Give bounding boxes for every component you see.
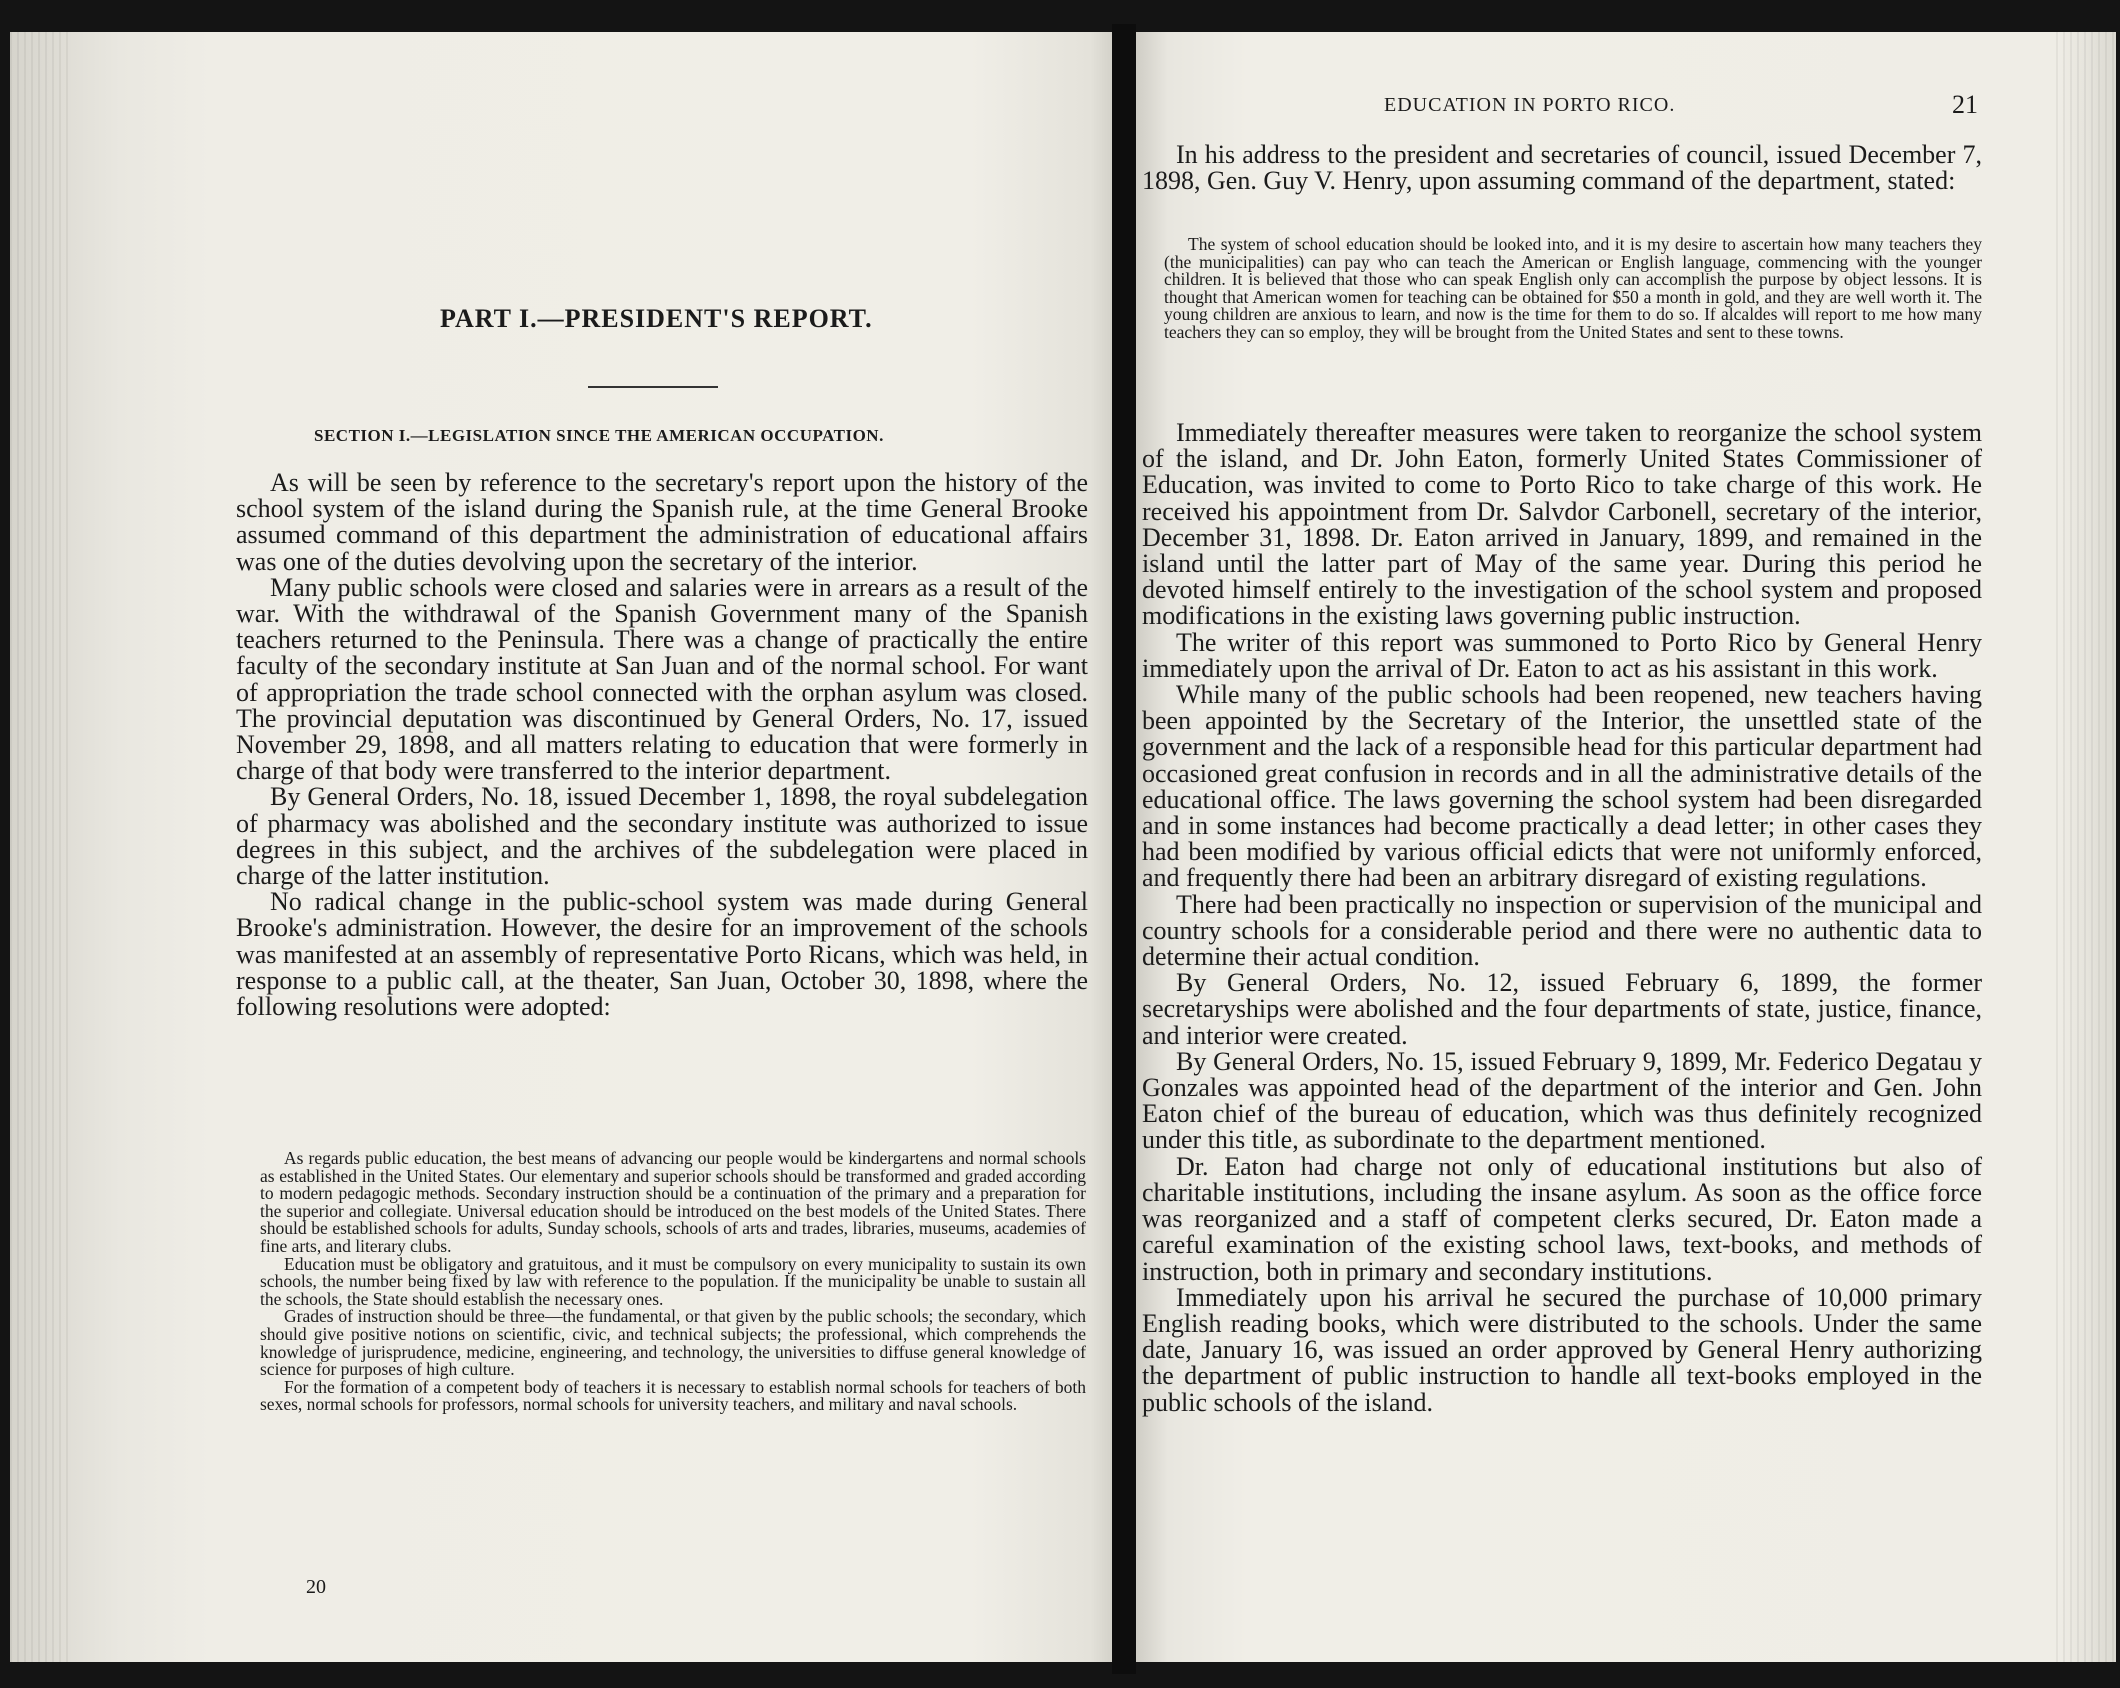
paragraph: By General Orders, No. 15, issued February 9, 1899, Mr. Federico Degatau y Gonzales was appointed head of the department of the interior and Gen. John Eaton chief of the bureau of education, which was thus definitely recognized under this title, as subordinate to the department mentioned. <box>1142 1046 1982 1155</box>
paragraph: Immediately upon his arrival he secured the purchase of 10,000 primary English reading books, which were distributed to the schools. Under the same date, January 16, was issued an order approved by General Henry authorizing the department of public instruction to handle all text-books employed in the public schools of the island. <box>1142 1282 1982 1417</box>
paragraph: Many public schools were closed and salaries were in arrears as a result of the war. With the withdrawal of the Spanish Government many of the Spanish teachers returned to the Peninsula. There was a change of practically the entire faculty of the secondary institute at San Juan and of the normal school. For want of appropriation the trade school connected with the orphan asylum was closed. The provincial deputation was discontinued by General Orders, No. 17, issued November 29, 1898, and all matters relating to education that were formerly in charge of that body were transferred to the interior department. <box>236 572 1088 786</box>
paragraph: By General Orders, No. 12, issued February 6, 1899, the former secretaryships were abolished and the four departments of state, justice, finance, and interior were created. <box>1142 968 1982 1050</box>
paragraph: Dr. Eaton had charge not only of educational institutions but also of charitable institutions, including the insane asylum. As soon as the office force was reorganized and a staff of competent clerks secured, Dr. Eaton made a careful examination of the existing school laws, text-books, and methods of instruction, both in primary and secondary institutions. <box>1142 1151 1982 1286</box>
paragraph: By General Orders, No. 18, issued December 1, 1898, the royal subdelegation of pharmacy was abolished and the secondary institute was authorized to issue degrees in this subject, and the archives of the subdelegation were placed in charge of the latter institution. <box>236 782 1088 891</box>
quote-paragraph: Education must be obligatory and gratuitous, and it must be compulsory on every municipality to sustain its own schools, the number being fixed by law with reference to the population. If the municipality be unable to sustain all the schools, the State should establish the necessary ones. <box>260 1253 1086 1309</box>
page-edge-texture <box>10 32 70 1662</box>
page-number-left: 20 <box>306 1576 326 1598</box>
resolutions-quote <box>260 1150 1086 1414</box>
paragraph: While many of the public schools had been reopened, new teachers having been appointed by the Secretary of the Interior, the unsettled state of the government and the lack of a responsible head for this particular department had occasioned great confusion in records and in all the administrative details of the educational office. The laws governing the school system had been disregarded and in some instances had become practically a dead letter; in other cases they had been modified by various official edicts that were not uniformly enforced, and frequently there had been an arbitrary disregard of existing regulations. <box>1142 680 1982 893</box>
title-rule <box>588 386 718 388</box>
section-title: SECTION I.—LEGISLATION SINCE THE AMERICAN OCCUPATION. <box>314 426 884 445</box>
page-edge-texture <box>2056 32 2116 1662</box>
paragraph: Immediately thereafter measures were taken to reorganize the school system of the island, and Dr. John Eaton, formerly United States Commissioner of Education, was invited to come to Porto Rico to take charge of this work. He received his appointment from Dr. Salvdor Carbonell, secretary of the interior, December 31, 1898. Dr. Eaton arrived in January, 1899, and remained in the island until the latter part of May of the same year. During this period he devoted himself entirely to the investigation of the school system and proposed modifications in the existing laws governing public instruction. <box>1142 418 1982 631</box>
henry-quote <box>1164 236 1982 342</box>
right-body-text <box>1142 420 1982 1416</box>
quote-paragraph: The system of school education should be looked into, and it is my desire to ascertain how many teachers they (the municipalities) can pay who can teach the American or English language, commencing with the younger children. It is believed that those who can speak English only can accomplish the purpose by object lessons. It is thought that American women for teaching can be obtained for $50 a month in gold, and they are well worth it. The young children are anxious to learn, and now is the time for them to do so. If alcaldes will report to me how many teachers they can so employ, they will be brought from the United States and sent to these towns. <box>1164 234 1982 342</box>
paragraph: The writer of this report was summoned to Porto Rico by General Henry immediately upon the arrival of Dr. Eaton to act as his assistant in this work. <box>1142 627 1982 683</box>
page-number-right: 21 <box>1952 90 1978 119</box>
book-gutter <box>1112 24 1136 1674</box>
part-title: PART I.—PRESIDENT'S REPORT. <box>440 304 873 333</box>
right-intro-text <box>1142 142 1982 194</box>
quote-paragraph: For the formation of a competent body of teachers it is necessary to establish normal schools for teachers of both sexes, normal schools for professors, normal schools for university teachers, and military and naval schools. <box>260 1376 1086 1415</box>
quote-paragraph: As regards public education, the best means of advancing our people would be kindergartens and normal schools as established in the United States. Our elementary and superior schools should be transformed and graded according to modern pedagogic methods. Secondary instruction should be a continuation of the primary and a preparation for the superior and collegiate. Universal education should be introduced on the best models of the United States. There should be established schools for adults, Sunday schools, schools of arts and trades, libraries, museums, academies of fine arts, and literary clubs. <box>260 1148 1086 1256</box>
quote-paragraph: Grades of instruction should be three—the fundamental, or that given by the public schools; the secondary, which should give positive notions on scientific, civic, and technical subjects; the professional, which comprehends the knowledge of jurisprudence, medicine, engineering, and technology, the universities to diffuse general knowledge of science for purposes of high culture. <box>260 1306 1086 1380</box>
paragraph: There had been practically no inspection or supervision of the municipal and country schools for a considerable period and there were no authentic data to determine their actual condition. <box>1142 889 1982 972</box>
paragraph: No radical change in the public-school system was made during General Brooke's administration. However, the desire for an improvement of the schools was manifested at an assembly of representative Porto Ricans, which was held, in response to a public call, at the theater, San Juan, October 30, 1898, where the following resolutions were adopted: <box>236 887 1088 1022</box>
left-body-text <box>236 470 1088 1020</box>
paragraph: As will be seen by reference to the secretary's report upon the history of the school system of the island during the Spanish rule, at the time General Brooke assumed command of this department the administration of educational affairs was one of the duties devolving upon the secretary of the interior. <box>236 468 1088 576</box>
running-head: EDUCATION IN PORTO RICO. <box>1384 94 1676 116</box>
paragraph: In his address to the president and secretaries of council, issued December 7, 1898, Gen. Guy V. Henry, upon assuming command of the department, stated: <box>1142 140 1982 196</box>
